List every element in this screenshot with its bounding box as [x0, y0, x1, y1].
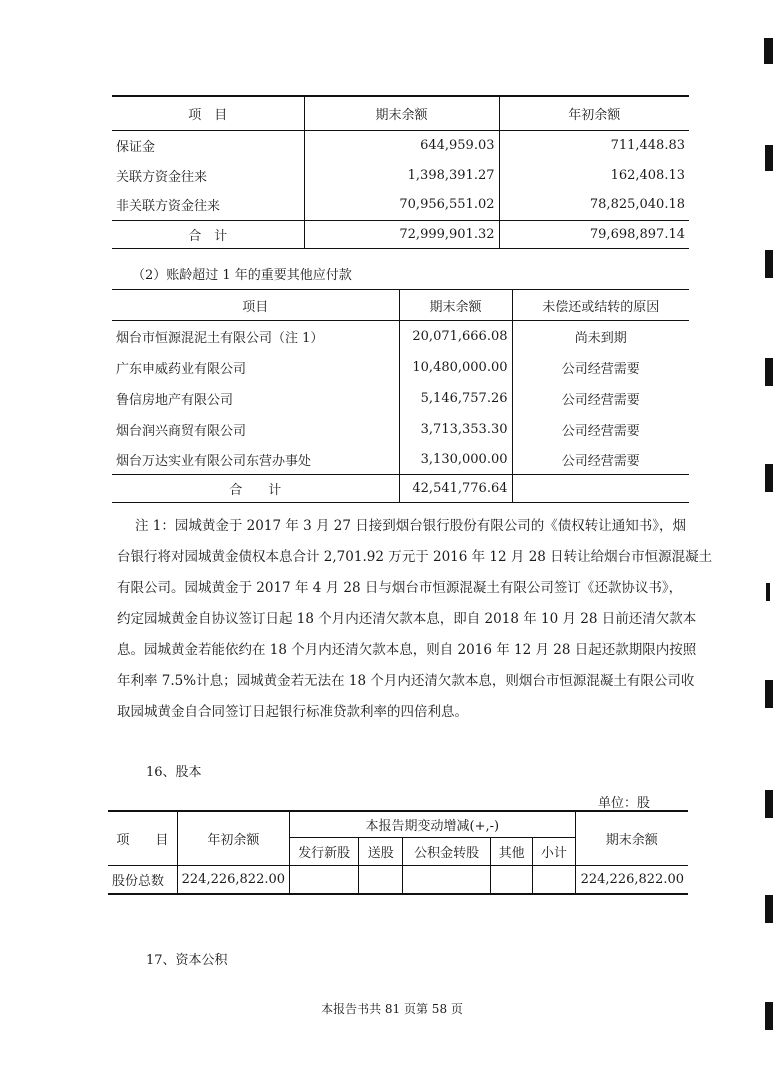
row-reason: 公司经营需要 — [561, 423, 640, 439]
row-label: 鲁信房地产有限公司 — [112, 383, 399, 414]
table-row — [108, 865, 688, 894]
unit-label: 单位：股 — [598, 796, 651, 811]
total-end-value: 42,541,776.64 — [399, 475, 512, 503]
row-end-value: 20,071,666.08 — [399, 321, 512, 352]
table-row — [112, 383, 689, 414]
note-paragraph — [117, 511, 713, 728]
row-end-value: 1,398,391.27 — [304, 160, 499, 190]
section-16-title: 16、股本 — [146, 765, 202, 780]
row-reserve-conversion — [403, 865, 491, 894]
binding-mark — [765, 250, 773, 278]
row-reason: 公司经营需要 — [561, 392, 640, 408]
note-line: 约定园城黄金自协议签订日起 18 个月内还清欠款本息，即自 2018 年 10 月 28 日前还清欠款本 — [117, 611, 697, 627]
binding-mark — [765, 145, 773, 171]
binding-mark — [766, 583, 770, 601]
binding-mark — [765, 358, 773, 386]
binding-mark — [765, 790, 773, 818]
table-row — [112, 352, 689, 383]
row-end-value: 3,130,000.00 — [399, 445, 512, 475]
note-line: 台银行将对园城黄金债权本息合计 2,701.92 万元于 2016 年 12 月 28 日转让给烟台市恒源混凝土 — [117, 549, 713, 565]
total-label: 合 计 — [112, 475, 399, 503]
binding-mark — [765, 680, 773, 708]
header-begin-balance: 年初余额 — [177, 811, 289, 865]
row-end-value: 5,146,757.26 — [399, 383, 512, 414]
table-row — [112, 190, 689, 220]
table-row — [112, 321, 689, 352]
row-begin-value: 78,825,040.18 — [589, 197, 685, 213]
row-begin-value: 162,408.13 — [610, 167, 685, 183]
row-new-issue — [290, 865, 359, 894]
row-label: 烟台万达实业有限公司东营办事处 — [112, 445, 399, 475]
row-other — [490, 865, 532, 894]
row-label: 广东申威药业有限公司 — [112, 352, 399, 383]
row-end-value: 3,713,353.30 — [399, 414, 512, 445]
row-reason: 公司经营需要 — [561, 361, 640, 377]
row-begin-value: 224,226,822.00 — [177, 865, 289, 894]
header-begin-balance: 年初余额 — [568, 107, 621, 123]
row-label: 烟台市恒源混泥土有限公司（注 1） — [112, 321, 399, 352]
binding-mark — [764, 38, 773, 64]
page-footer: 本报告书共 81 页第 58 页 — [321, 1002, 463, 1016]
header-reserve-conversion: 公积金转股 — [403, 837, 491, 865]
total-end-value: 72,999,901.32 — [304, 220, 499, 248]
row-reason: 公司经营需要 — [561, 453, 640, 469]
header-end-balance: 期末余额 — [575, 811, 688, 865]
header-subtotal: 小计 — [533, 837, 575, 865]
note-line: 注 1：园城黄金于 2017 年 3 月 27 日接到烟台银行股份有限公司的《债权转让通知书》，烟 — [135, 518, 687, 534]
header-end-balance: 期末余额 — [399, 290, 512, 321]
note-line: 年利率 7.5%计息；园城黄金若无法在 18 个月内还清欠款本息，则烟台市恒源混凝土有限公司收 — [117, 673, 695, 689]
total-reason — [512, 475, 689, 503]
header-item: 项 目 — [108, 811, 177, 865]
table-row — [112, 130, 689, 160]
header-other: 其他 — [490, 837, 532, 865]
total-begin-value: 79,698,897.14 — [589, 226, 685, 242]
table-row — [112, 160, 689, 190]
row-label: 保证金 — [112, 130, 304, 160]
table-row — [112, 414, 689, 445]
header-reason: 未偿还或结转的原因 — [542, 299, 660, 315]
row-label: 关联方资金往来 — [112, 160, 304, 190]
row-end-value: 224,226,822.00 — [580, 871, 684, 887]
header-bonus-share: 送股 — [359, 837, 403, 865]
aged-payables-table — [112, 289, 689, 503]
row-bonus-share — [359, 865, 403, 894]
row-subtotal — [533, 865, 575, 894]
row-label: 非关联方资金往来 — [112, 190, 304, 220]
note-line: 有限公司。园城黄金于 2017 年 4 月 28 日与烟台市恒源混凝土有限公司签订《还款协议书》， — [117, 580, 683, 596]
header-item: 项目 — [112, 290, 399, 321]
binding-mark — [765, 895, 773, 923]
row-reason: 尚未到期 — [574, 330, 627, 346]
section-2-title: （2）账龄超过 1 年的重要其他应付款 — [132, 268, 352, 283]
row-begin-value: 711,448.83 — [610, 137, 685, 153]
table-total-row — [112, 220, 689, 248]
row-end-value: 644,959.03 — [304, 130, 499, 160]
row-label: 股份总数 — [108, 865, 177, 894]
header-item: 项 目 — [112, 96, 304, 130]
other-payables-table — [112, 95, 689, 249]
header-end-balance: 期末余额 — [304, 96, 499, 130]
row-end-value: 10,480,000.00 — [399, 352, 512, 383]
note-line: 取园城黄金自合同签订日起银行标准贷款利率的四倍利息。 — [117, 704, 468, 720]
header-new-issue: 发行新股 — [290, 837, 359, 865]
row-label: 烟台润兴商贸有限公司 — [112, 414, 399, 445]
binding-mark — [765, 464, 773, 492]
section-17-title: 17、资本公积 — [146, 953, 228, 968]
row-end-value: 70,956,551.02 — [304, 190, 499, 220]
total-label: 合 计 — [112, 220, 304, 248]
table-total-row — [112, 475, 689, 503]
share-capital-table — [108, 810, 688, 895]
table-header-row — [112, 290, 689, 321]
table-header-row — [112, 96, 689, 130]
header-period-change: 本报告期变动增减(+,-) — [290, 811, 576, 837]
note-line: 息。园城黄金若能依约在 18 个月内还清欠款本息，则自 2016 年 12 月 28 日起还款期限内按照 — [117, 642, 697, 658]
table-row — [112, 445, 689, 475]
